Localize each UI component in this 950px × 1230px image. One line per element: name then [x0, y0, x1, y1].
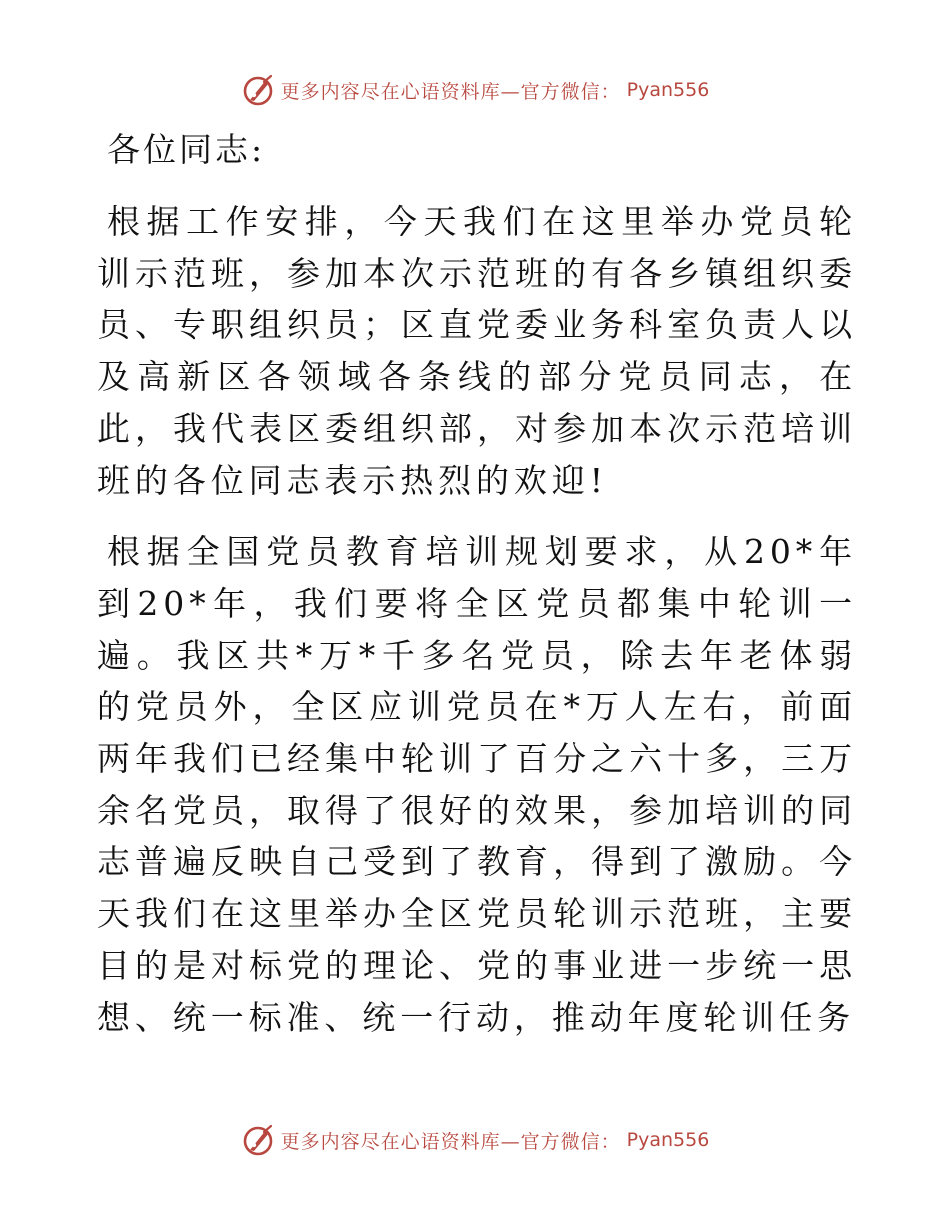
document-body	[97, 124, 857, 1063]
footer-banner	[0, 1120, 950, 1160]
footer-wechat-id: Pyan556	[626, 1129, 710, 1151]
paragraph-1: 根据工作安排，今天我们在这里举办党员轮训示范班，参加本次示范班的有各乡镇组织委员、专职组织员；区直党委业务科室负责人以及高新区各领域各条线的部分党员同志，在此，我代表区委组织部，对参加本次示范培训班的各位同志表示热烈的欢迎!	[97, 202, 857, 500]
greeting: 各位同志:	[107, 130, 266, 169]
footer-banner-text: 更多内容尽在心语资料库—官方微信：	[280, 1130, 621, 1153]
header-banner-text: 更多内容尽在心语资料库—官方微信：	[280, 80, 621, 103]
paragraph-2: 根据全国党员教育培训规划要求，从20*年到20*年，我们要将全区党员都集中轮训一遍。我区共*万*千多名党员，除去年老体弱的党员外，全区应训党员在*万人左右，前面两年我们已经集中轮训了百分之六十多，三万余名党员，取得了很好的效果，参加培训的同志普遍反映自己受到了教育，得到了激励。今天我们在这里举办全区党员轮训示范班，主要目的是对标党的理论、党的事业进一步统一思想、统一标准、统一行动，推动年度轮训任务	[97, 532, 857, 1037]
quill-pen-logo-icon	[241, 1123, 275, 1157]
header-wechat-id: Pyan556	[626, 79, 710, 101]
header-banner	[0, 70, 950, 110]
quill-pen-logo-icon	[241, 73, 275, 107]
